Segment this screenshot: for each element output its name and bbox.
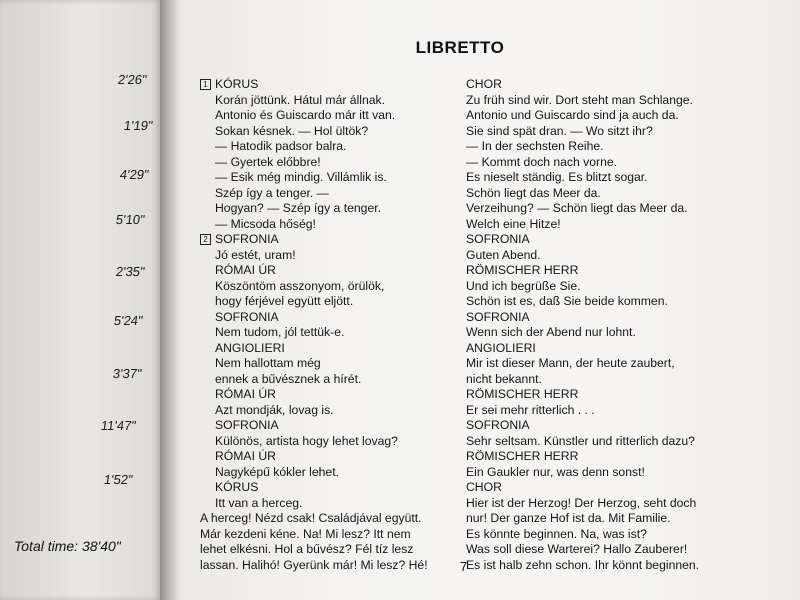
hungarian-column xyxy=(200,77,460,573)
libretto-line-hu xyxy=(200,77,460,93)
libretto-line-hu xyxy=(200,108,460,124)
libretto-line-de: — Kommt doch nach vorne. xyxy=(466,154,618,169)
libretto-line-hu xyxy=(200,248,460,264)
libretto-line-hu xyxy=(200,558,460,574)
line-text: lehet elkésni. Hol a bűvész? Fél tíz lesz xyxy=(200,542,414,556)
libretto-line-hu xyxy=(200,93,460,109)
track-duration: 4'29" xyxy=(118,167,150,182)
libretto-line-de: Es könnte beginnen. Na, was ist? xyxy=(466,526,647,541)
libretto-line-de: CHOR xyxy=(466,480,502,494)
libretto-line-hu xyxy=(200,356,460,372)
line-text: KÓRUS xyxy=(215,77,259,91)
libretto-line-de: Und ich begrüße Sie. xyxy=(466,278,581,293)
track-duration: 1'52" xyxy=(102,472,134,487)
libretto-line-hu xyxy=(200,418,460,434)
libretto-line-hu xyxy=(200,449,460,465)
track-duration: 3'37" xyxy=(111,366,143,381)
libretto-line-de: Antonio und Guiscardo sind ja auch da. xyxy=(466,108,679,122)
libretto-line-de: Zu früh sind wir. Dort steht man Schlange. xyxy=(466,92,693,107)
libretto-line-hu xyxy=(200,387,460,403)
libretto-line-hu xyxy=(200,465,460,481)
libretto-line-de: Sehr seltsam. Künstler und ritterlich dazu? xyxy=(466,433,695,448)
line-text: SOFRONIA xyxy=(215,232,279,246)
libretto-line-de: Schön ist es, daß Sie beide kommen. xyxy=(466,294,668,308)
line-text: Különös, artista hogy lehet lovag? xyxy=(215,433,398,448)
libretto-line-de: RÖMISCHER HERR xyxy=(466,263,579,277)
line-text: lassan. Halihó! Gyerünk már! Mi lesz? Hé! xyxy=(200,557,428,572)
line-text: Jó estét, uram! xyxy=(215,247,296,262)
libretto-line-hu xyxy=(200,170,460,186)
line-text: RÓMAI ÚR xyxy=(215,263,276,277)
line-text: hogy férjével együtt eljött. xyxy=(215,294,354,308)
libretto-line-de: Was soll diese Warterei? Hallo Zauberer! xyxy=(466,542,688,556)
line-text: KÓRUS xyxy=(215,480,259,494)
libretto-line-de: Schön liegt das Meer da. xyxy=(466,185,601,200)
libretto-line-de: Es nieselt ständig. Es blitzt sogar. xyxy=(466,170,648,184)
book-gutter xyxy=(160,0,180,600)
line-text: Nagyképű kókler lehet. xyxy=(215,464,339,479)
line-text: Nem tudom, jól tettük-e. xyxy=(215,325,345,339)
line-text: Szép így a tenger. — xyxy=(215,185,329,200)
libretto-line-hu xyxy=(200,217,460,233)
libretto-line-de: SOFRONIA xyxy=(466,418,530,432)
track-duration: 11'47" xyxy=(99,418,138,433)
libretto-line-de: Mir ist dieser Mann, der heute zaubert, xyxy=(466,356,675,370)
libretto-line-de: Er sei mehr ritterlich . . . xyxy=(466,402,595,417)
libretto-line-hu xyxy=(200,496,460,512)
libretto-line-de: SOFRONIA xyxy=(466,232,530,246)
line-text: A herceg! Nézd csak! Családjával együtt. xyxy=(200,511,422,525)
libretto-line-hu xyxy=(200,310,460,326)
libretto-line-hu xyxy=(200,434,460,450)
line-text: Sokan késnek. — Hol ültök? xyxy=(215,123,369,138)
line-text: Köszöntöm asszonyom, örülök, xyxy=(215,278,385,293)
line-text: RÓMAI ÚR xyxy=(215,387,276,401)
libretto-line-de: Verzeihung? — Schön liegt das Meer da. xyxy=(466,201,688,215)
line-text: Itt van a herceg. xyxy=(215,495,303,510)
line-text: Már kezdeni kéne. Na! Mi lesz? Itt nem xyxy=(200,526,411,541)
libretto-line-de: Es ist halb zehn schon. Ihr könnt beginnen. xyxy=(466,557,700,572)
libretto-line-hu xyxy=(200,511,460,527)
line-text: Hogyan? — Szép így a tenger. xyxy=(215,201,381,215)
line-text: — Hatodik padsor balra. xyxy=(215,139,347,153)
line-text: RÓMAI ÚR xyxy=(215,449,276,463)
libretto-line-hu xyxy=(200,124,460,140)
libretto-line-de: — In der sechsten Reihe. xyxy=(466,139,604,153)
track-duration: 2'26" xyxy=(116,72,148,87)
libretto-line-hu xyxy=(200,341,460,357)
libretto-line-hu xyxy=(200,325,460,341)
libretto-line-hu xyxy=(200,279,460,295)
track-duration: 2'35" xyxy=(114,264,146,279)
libretto-line-de: RÖMISCHER HERR xyxy=(466,387,579,401)
libretto-line-de: Sie sind spät dran. — Wo sitzt ihr? xyxy=(466,123,653,138)
libretto-line-de: Guten Abend. xyxy=(466,247,541,262)
line-text: SOFRONIA xyxy=(215,309,279,324)
page-number: 7 xyxy=(460,559,468,574)
line-text: SOFRONIA xyxy=(215,418,279,432)
line-text: — Micsoda hőség! xyxy=(215,216,316,231)
line-text: Nem hallottam még xyxy=(215,356,321,370)
track-number-box: 2 xyxy=(200,234,211,245)
line-text: Korán jöttünk. Hátul már állnak. xyxy=(215,92,386,107)
libretto-line-de: Hier ist der Herzog! Der Herzog, seht doch xyxy=(466,495,697,510)
line-text: Azt mondják, lovag is. xyxy=(215,402,334,417)
libretto-line-de: Wenn sich der Abend nur lohnt. xyxy=(466,325,636,339)
libretto-line-hu xyxy=(200,186,460,202)
libretto-line-hu xyxy=(200,372,460,388)
libretto-line-de: SOFRONIA xyxy=(466,309,530,324)
left-page xyxy=(0,0,160,600)
track-duration: 1'19" xyxy=(122,118,154,133)
libretto-line-de: Ein Gaukler nur, was denn sonst! xyxy=(466,464,645,479)
track-number-box: 1 xyxy=(200,79,211,90)
track-duration: 5'10" xyxy=(114,212,146,227)
line-text: ennek a bűvésznek a hírét. xyxy=(215,371,362,386)
libretto-line-de: Welch eine Hitze! xyxy=(466,216,561,231)
libretto-line-de: ANGIOLIERI xyxy=(466,340,536,355)
line-text: — Esik még mindig. Villámlik is. xyxy=(215,170,387,184)
libretto-line-de: nur! Der ganze Hof ist da. Mit Familie. xyxy=(466,511,671,525)
libretto-line-de: CHOR xyxy=(466,77,502,91)
page-title: LIBRETTO xyxy=(415,38,505,57)
line-text: ANGIOLIERI xyxy=(215,340,285,355)
libretto-line-hu xyxy=(200,527,460,543)
libretto-line-hu xyxy=(200,403,460,419)
libretto-line-hu xyxy=(200,139,460,155)
libretto-line-hu xyxy=(200,155,460,171)
libretto-line-hu xyxy=(200,201,460,217)
track-duration: 5'24" xyxy=(112,313,144,328)
libretto-line-de: RÖMISCHER HERR xyxy=(466,449,579,463)
libretto-line-de: nicht bekannt. xyxy=(466,371,542,386)
libretto-line-hu xyxy=(200,480,460,496)
line-text: Antonio és Guiscardo már itt van. xyxy=(215,108,396,122)
libretto-line-hu xyxy=(200,294,460,310)
german-column xyxy=(466,77,766,573)
libretto-line-hu xyxy=(200,263,460,279)
libretto-line-hu xyxy=(200,232,460,248)
total-time: Total time: 38'40" xyxy=(14,538,121,554)
libretto-line-hu xyxy=(200,542,460,558)
line-text: — Gyertek előbbre! xyxy=(215,154,321,169)
